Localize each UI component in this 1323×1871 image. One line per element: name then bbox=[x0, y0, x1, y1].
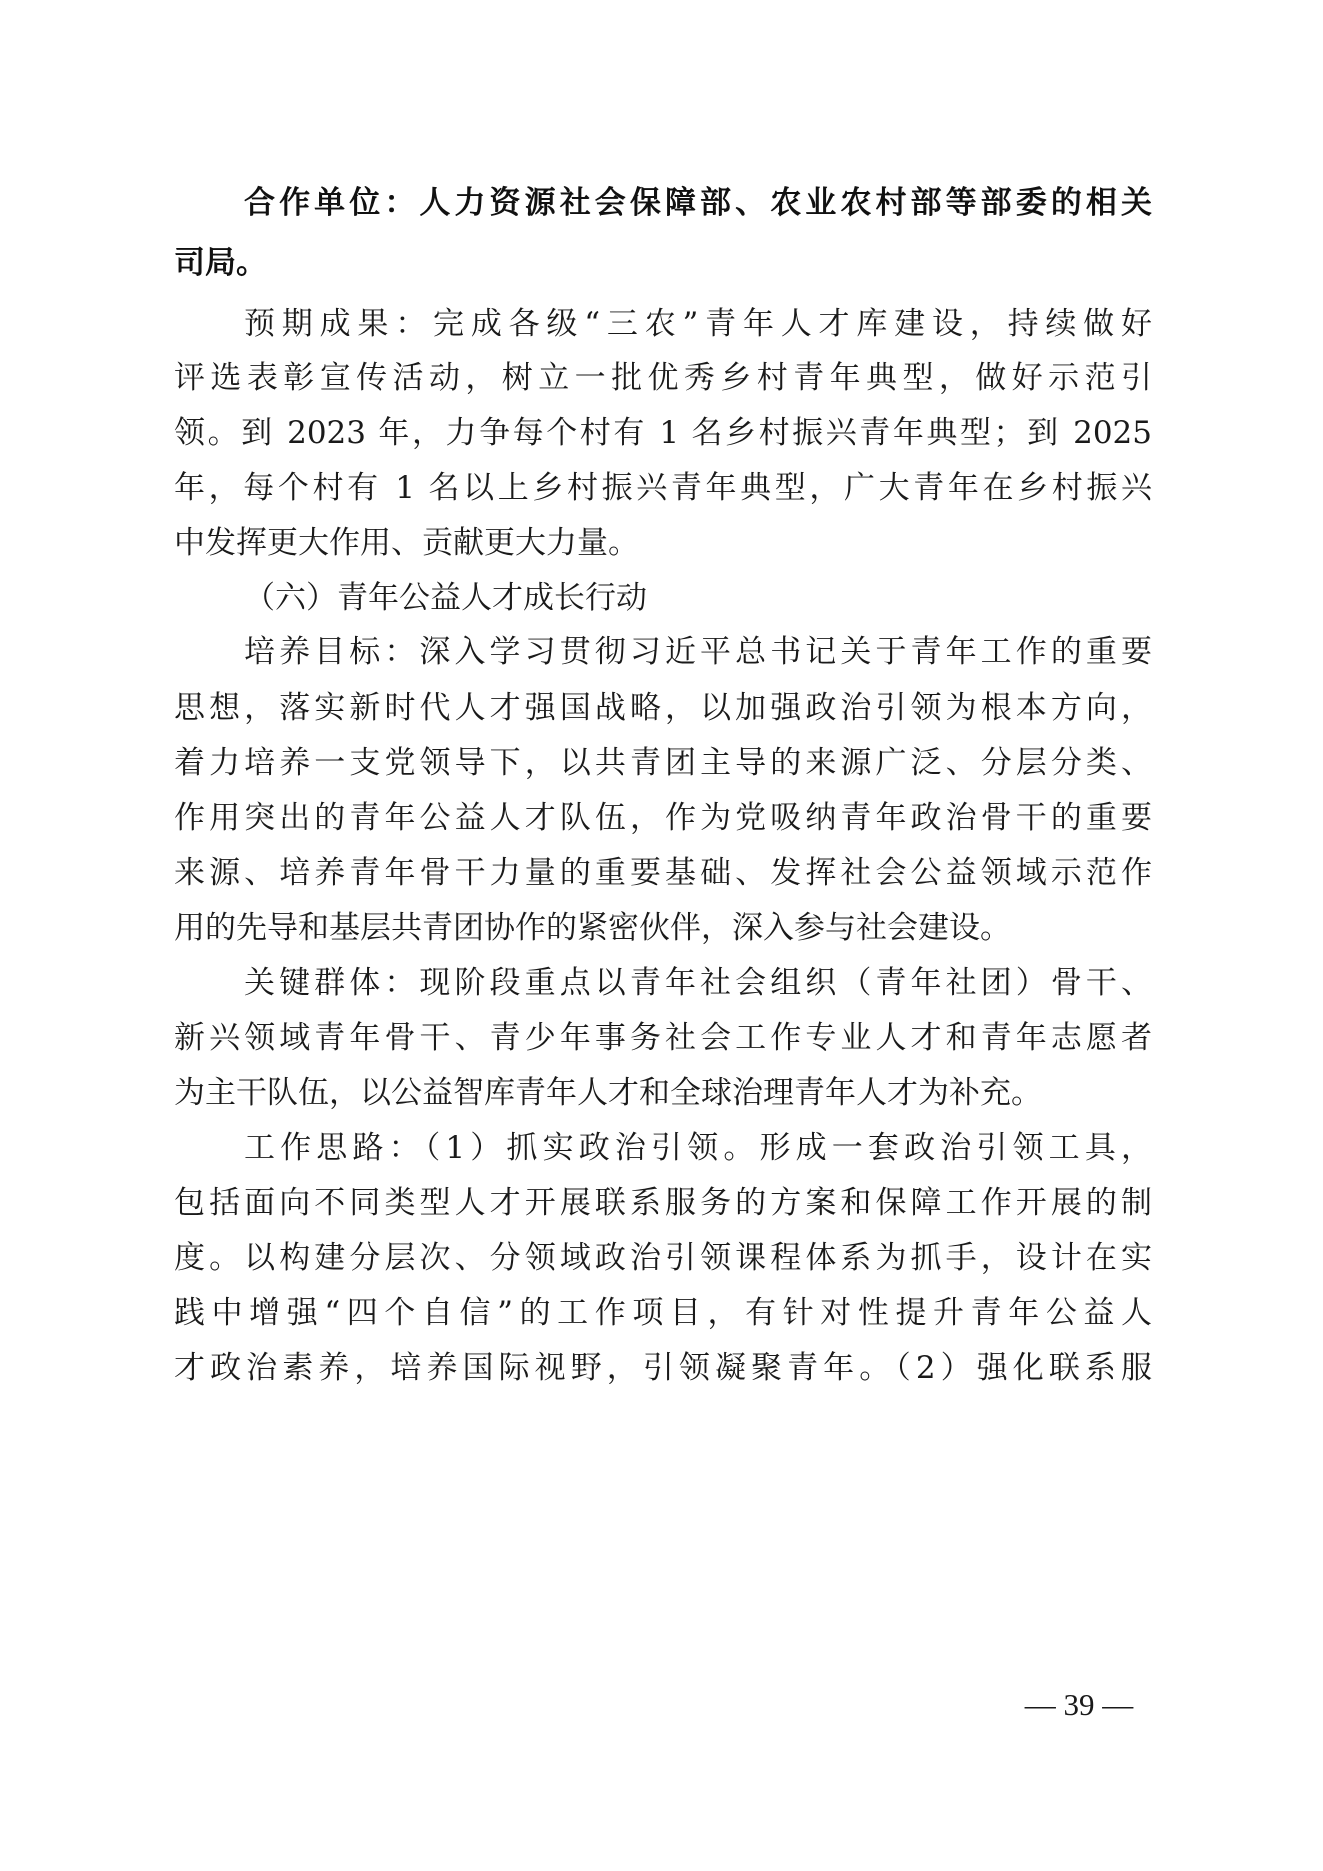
paragraph-line: 培养目标：深入学习贯彻习近平总书记关于青年工作的重要 bbox=[244, 634, 1152, 670]
paragraph-line: 为主干队伍，以公益智库青年人才和全球治理青年人才为补充。 bbox=[174, 1075, 1042, 1111]
paragraph-line: 包括面向不同类型人才开展联系服务的方案和保障工作开展的制 bbox=[174, 1185, 1152, 1221]
paragraph-line: 度。以构建分层次、分领域政治引领课程体系为抓手，设计在实 bbox=[174, 1240, 1152, 1276]
paragraph-line: 工作思路：（1）抓实政治引领。形成一套政治引领工具， bbox=[244, 1130, 1152, 1166]
section-heading: （六）青年公益人才成长行动 bbox=[244, 580, 647, 616]
paragraph-line: 践中增强“四个自信”的工作项目，有针对性提升青年公益人 bbox=[174, 1295, 1152, 1331]
paragraph-line: 着力培养一支党领导下，以共青团主导的来源广泛、分层分类、 bbox=[174, 745, 1152, 781]
paragraph-line: 新兴领域青年骨干、青少年事务社会工作专业人才和青年志愿者 bbox=[174, 1020, 1152, 1056]
paragraph-line: 年，每个村有 1 名以上乡村振兴青年典型，广大青年在乡村振兴 bbox=[174, 470, 1152, 506]
paragraph-line: 关键群体：现阶段重点以青年社会组织（青年社团）骨干、 bbox=[244, 965, 1152, 1001]
paragraph-line: 中发挥更大作用、贡献更大力量。 bbox=[174, 525, 639, 561]
paragraph-line: 评选表彰宣传活动，树立一批优秀乡村青年典型，做好示范引 bbox=[174, 360, 1152, 396]
paragraph-line: 合作单位：人力资源社会保障部、农业农村部等部委的相关 bbox=[244, 185, 1152, 221]
paragraph-line: 才政治素养，培养国际视野，引领凝聚青年。（2）强化联系服 bbox=[174, 1350, 1152, 1386]
paragraph-line: 领。到 2023 年，力争每个村有 1 名乡村振兴青年典型；到 2025 bbox=[174, 415, 1152, 451]
paragraph-line: 预期成果：完成各级“三农”青年人才库建设，持续做好 bbox=[244, 306, 1152, 342]
paragraph-line: 用的先导和基层共青团协作的紧密伙伴，深入参与社会建设。 bbox=[174, 910, 1011, 946]
paragraph-line: 司局。 bbox=[174, 245, 267, 281]
paragraph-line: 来源、培养青年骨干力量的重要基础、发挥社会公益领域示范作 bbox=[174, 855, 1152, 891]
paragraph-line: 思想，落实新时代人才强国战略，以加强政治引领为根本方向， bbox=[174, 690, 1152, 726]
page-number: — 39 — bbox=[1024, 1687, 1134, 1722]
paragraph-line: 作用突出的青年公益人才队伍，作为党吸纳青年政治骨干的重要 bbox=[174, 800, 1152, 836]
